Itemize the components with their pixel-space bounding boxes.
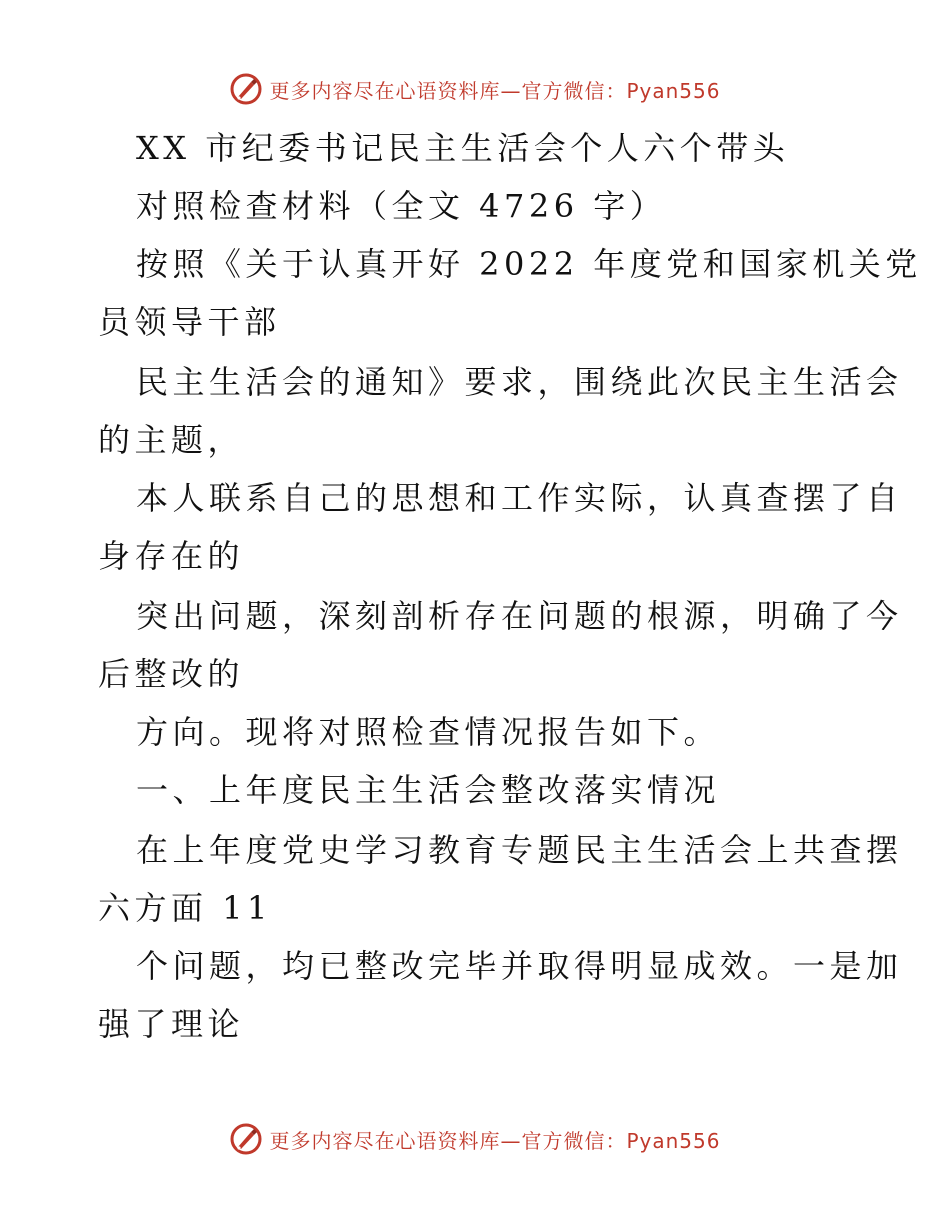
document-title-line-1: XX 市纪委书记民主生活会个人六个带头 <box>136 129 790 167</box>
paragraph-line: 本人联系自己的思想和工作实际，认真查摆了自 <box>136 479 903 517</box>
banner-text <box>269 1125 720 1154</box>
banner-separator: — <box>500 78 522 103</box>
paragraph-line: 强了理论 <box>98 1005 245 1043</box>
paragraph-line: 身存在的 <box>98 537 245 575</box>
banner-slogan: 更多内容尽在心语资料库 <box>269 1128 501 1153</box>
banner-contact: 官方微信：Pyan556 <box>521 1128 721 1153</box>
pen-circle-logo-icon <box>229 1122 263 1156</box>
banner-contact: 官方微信：Pyan556 <box>521 78 721 103</box>
paragraph-line: 的主题， <box>98 421 245 459</box>
banner-slogan: 更多内容尽在心语资料库 <box>269 78 501 103</box>
footer-banner <box>0 1122 950 1156</box>
document-title-line-2: 对照检查材料（全文 4726 字） <box>136 187 667 225</box>
paragraph-line: 后整改的 <box>98 655 245 693</box>
paragraph-line: 按照《关于认真开好 2022 年度党和国家机关党 <box>136 245 922 283</box>
paragraph-line: 方向。现将对照检查情况报告如下。 <box>136 713 721 751</box>
paragraph-line: 民主生活会的通知》要求，围绕此次民主生活会 <box>136 363 903 401</box>
paragraph-line: 在上年度党史学习教育专题民主生活会上共查摆 <box>136 831 903 869</box>
paragraph-line: 突出问题，深刻剖析存在问题的根源，明确了今 <box>136 597 903 635</box>
paragraph-line: 个问题，均已整改完毕并取得明显成效。一是加 <box>136 947 903 985</box>
paragraph-line: 六方面 11 <box>98 889 272 927</box>
paragraph-line: 员领导干部 <box>98 303 281 341</box>
banner-separator: — <box>500 1128 522 1153</box>
section-heading: 一、上年度民主生活会整改落实情况 <box>136 771 721 809</box>
